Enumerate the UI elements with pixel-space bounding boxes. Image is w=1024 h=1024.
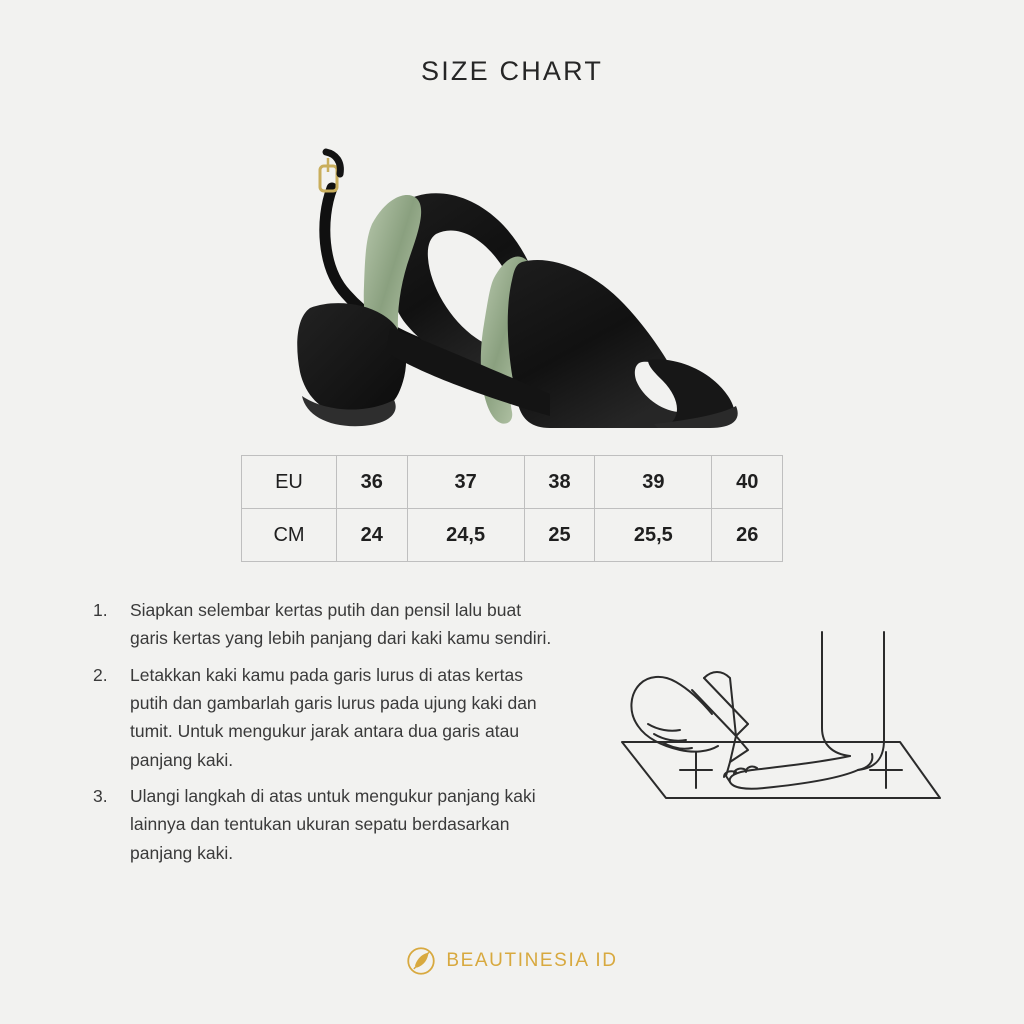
foot-measuring-illustration bbox=[600, 620, 970, 850]
table-row bbox=[242, 509, 783, 562]
size-chart-table bbox=[241, 455, 783, 562]
list-item-text: Siapkan selembar kertas putih dan pensil lalu buat garis kertas yang lebih panjang dari kaki kamu sendiri. bbox=[130, 600, 552, 649]
cell-eu-1: 37 bbox=[407, 456, 524, 509]
instructions-list bbox=[88, 596, 558, 875]
table-row bbox=[242, 456, 783, 509]
brand-footer bbox=[0, 946, 1024, 976]
page-title: SIZE CHART bbox=[420, 56, 604, 86]
list-item bbox=[88, 782, 558, 867]
cell-eu-0: 36 bbox=[337, 456, 408, 509]
list-item-number: 2. bbox=[93, 664, 108, 685]
list-item-number: 1. bbox=[93, 600, 108, 620]
beautinesia-logo-icon bbox=[406, 946, 436, 976]
list-item bbox=[88, 661, 558, 774]
cell-cm-3: 25,5 bbox=[595, 509, 712, 562]
list-item-number: 3. bbox=[93, 786, 108, 807]
cell-eu-3: 39 bbox=[595, 456, 712, 509]
row-label-cm: CM bbox=[242, 509, 337, 562]
shoe-illustration bbox=[250, 128, 790, 428]
list-item-text: Ulangi langkah di atas untuk mengukur panjang kaki lainnya dan tentukan ukuran sepatu berdasarkan panjang kaki. bbox=[130, 786, 536, 863]
cell-cm-0: 24 bbox=[337, 509, 408, 562]
list-item bbox=[88, 596, 558, 653]
row-label-eu: EU bbox=[242, 456, 337, 509]
cell-eu-2: 38 bbox=[524, 456, 595, 509]
brand-name: BEAUTINESIA ID bbox=[446, 950, 618, 971]
cell-cm-1: 24,5 bbox=[407, 509, 524, 562]
cell-cm-2: 25 bbox=[524, 509, 595, 562]
list-item-text: Letakkan kaki kamu pada garis lurus di atas kertas putih dan gambarlah garis lurus pada ujung kaki dan tumit. Untuk mengukur jarak antara dua garis atau panjang kaki. bbox=[130, 664, 537, 770]
cell-cm-4: 26 bbox=[712, 509, 783, 562]
cell-eu-4: 40 bbox=[712, 456, 783, 509]
